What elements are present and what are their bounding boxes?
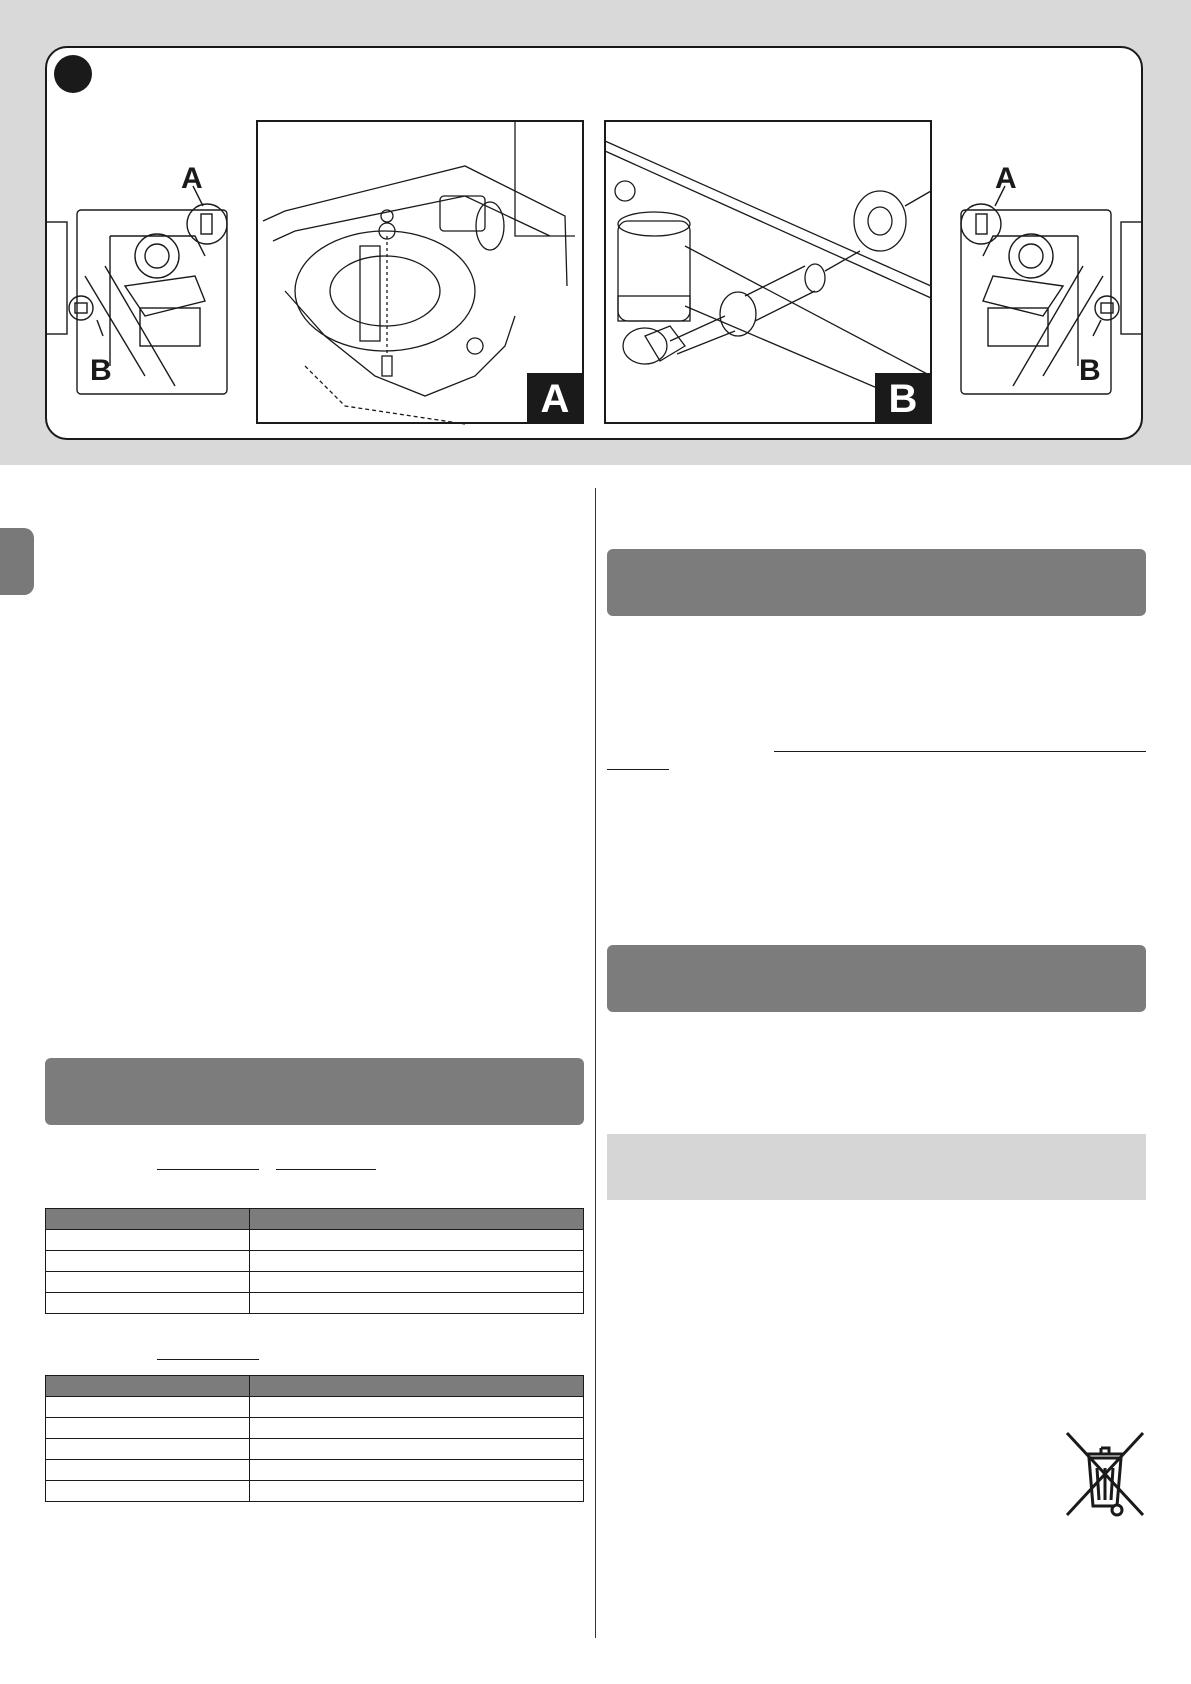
subsection-heading-right (607, 1134, 1146, 1200)
underline-link-2 (276, 1169, 376, 1170)
table-row (46, 1481, 584, 1502)
table-cell (250, 1230, 584, 1251)
callout-left-b: B (90, 354, 112, 387)
panel-b-drawing (605, 121, 931, 423)
right-overview-drawing (961, 186, 1143, 394)
left-overview-drawing (45, 186, 227, 394)
table-row (46, 1293, 584, 1314)
underline-link-3 (157, 1359, 259, 1360)
table-cell (250, 1418, 584, 1439)
callout-right-b: B (1079, 354, 1101, 387)
table-cell (46, 1439, 250, 1460)
table-cell (250, 1397, 584, 1418)
column-divider (595, 488, 596, 1638)
callout-right-a: A (995, 162, 1017, 195)
table-cell (46, 1272, 250, 1293)
table-cell (46, 1418, 250, 1439)
table-cell (250, 1439, 584, 1460)
spec-table-1 (45, 1208, 584, 1314)
crossed-out-wheelie-bin-icon (1063, 1430, 1147, 1518)
table-header-cell (250, 1376, 584, 1397)
table-header-row (46, 1209, 584, 1230)
table-cell (250, 1460, 584, 1481)
underline-link-5 (607, 769, 669, 770)
table-row (46, 1230, 584, 1251)
table-cell (46, 1481, 250, 1502)
underline-link-1 (157, 1169, 259, 1170)
table-row (46, 1439, 584, 1460)
table-row (46, 1251, 584, 1272)
figure-illustration (45, 46, 1143, 440)
table-row (46, 1460, 584, 1481)
table-row (46, 1418, 584, 1439)
callout-left-a: A (181, 162, 203, 195)
table-row (46, 1272, 584, 1293)
table-cell (250, 1272, 584, 1293)
table-header-cell (46, 1376, 250, 1397)
table-cell (46, 1230, 250, 1251)
panel-a-drawing (257, 121, 583, 424)
spec-table-2 (45, 1375, 584, 1502)
section-heading-right-2 (607, 945, 1146, 1012)
table-row (46, 1397, 584, 1418)
table-header-row (46, 1376, 584, 1397)
table-cell (250, 1251, 584, 1272)
table-cell (46, 1251, 250, 1272)
language-side-tab (0, 528, 34, 595)
section-heading-left (45, 1058, 584, 1125)
table-cell (46, 1460, 250, 1481)
table-header-cell (46, 1209, 250, 1230)
section-heading-right-1 (607, 549, 1146, 616)
panel-a-label: A (540, 377, 570, 421)
panel-b-label: B (888, 377, 918, 421)
table-cell (250, 1293, 584, 1314)
table-cell (46, 1293, 250, 1314)
underline-link-4 (774, 751, 1146, 752)
table-cell (250, 1481, 584, 1502)
table-cell (46, 1397, 250, 1418)
table-header-cell (250, 1209, 584, 1230)
